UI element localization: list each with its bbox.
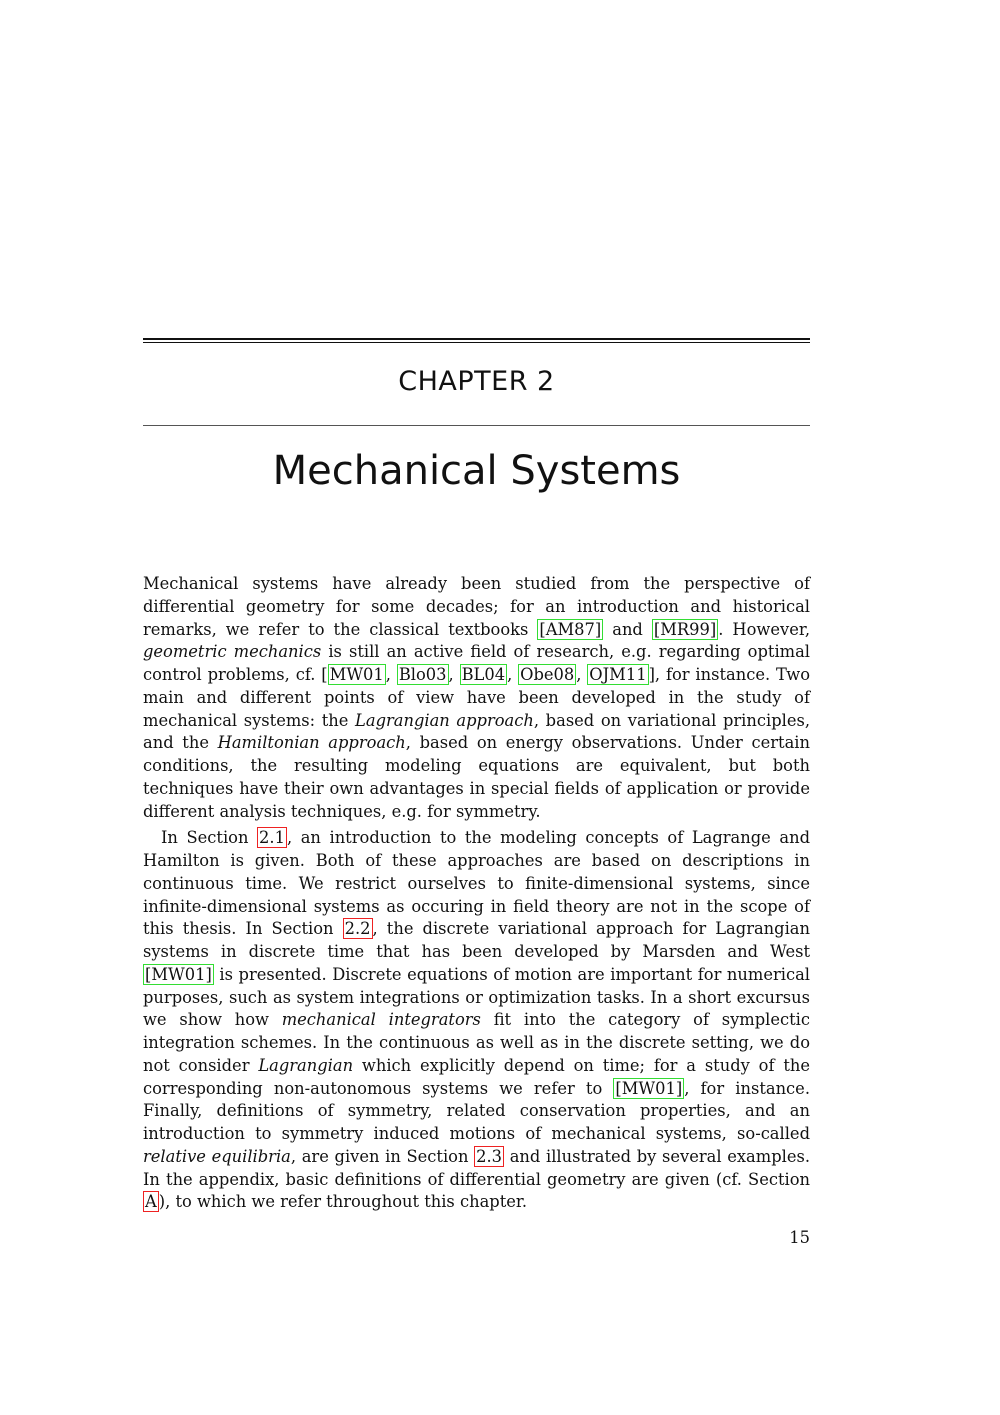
- chapter-title: Mechanical Systems: [272, 448, 681, 494]
- citation-link[interactable]: Obe08: [520, 665, 575, 684]
- emphasis-text: mechanical integrators: [281, 1010, 481, 1030]
- citation-link[interactable]: [MR99]: [653, 619, 717, 639]
- page-number: 15: [789, 1228, 810, 1247]
- text-run: , are given in Section: [290, 1146, 475, 1166]
- chapter-rule-middle: [143, 425, 810, 426]
- text-run: ,: [507, 665, 519, 684]
- body-text: [143, 573, 810, 1214]
- chapter-rule-top: [143, 338, 810, 340]
- text-run: , an introduction to the modeling concepts of Lagrange and Hamilton is given. Both of these approaches are based on descriptions in continuous time. We restrict ourselves to finite-dimensional systems, since infinite-dimensional systems as occuring in field theory are not in the scope of this thesis. In Section: [143, 828, 811, 939]
- paragraph-1: [143, 573, 810, 823]
- citation-link[interactable]: [AM87]: [539, 619, 602, 639]
- section-link[interactable]: 2.1: [259, 828, 285, 848]
- citation-link[interactable]: BL04: [461, 665, 506, 684]
- text-run: and illustrated by several examples. In the appendix, basic definitions of differential geometry are given (cf. Section: [143, 1146, 810, 1189]
- text-run: ,: [448, 665, 460, 684]
- section-link[interactable]: A: [145, 1192, 157, 1212]
- text-run: . However,: [718, 619, 810, 639]
- citation-link[interactable]: OJM11: [589, 665, 647, 684]
- text-run: Mechanical systems have already been studied from the perspective of differential geometry for some decades; for an introduction and historical remarks, we refer to the classical textbooks: [143, 574, 810, 639]
- text-run: which explicitly depend on time; for a study of the corresponding non-autonomous systems we refer to: [143, 1055, 810, 1098]
- text-run: , based on energy observations. Under certain conditions, the resulting modeling equations are equivalent, but both techniques have their own advantages in special fields of application or provide different analysis techniques, e.g. for symmetry.: [143, 733, 810, 821]
- paragraph-2: [143, 827, 810, 1214]
- text-run: is presented. Discrete equations of motion are important for numerical purposes, such as system integrations or optimization tasks. In a short excursus we show how: [143, 964, 810, 1030]
- citation-link[interactable]: Blo03: [398, 665, 447, 684]
- citation-link[interactable]: [MW01]: [615, 1078, 683, 1098]
- emphasis-text: Lagrangian approach: [355, 710, 534, 730]
- text-run: , for instance. Finally, definitions of symmetry, related conservation properties, and an introduction to symmetry induced motions of mechanical systems, so-called: [143, 1078, 810, 1143]
- text-run: ,: [385, 665, 397, 684]
- emphasis-text: Hamiltonian approach: [217, 733, 406, 753]
- text-run: ), to which we refer throughout this chapter.: [158, 1192, 528, 1212]
- text-run: ], for instance. Two main and different points of view have been developed in the study of mechanical systems: the: [143, 665, 811, 730]
- section-link[interactable]: 2.2: [344, 919, 371, 939]
- text-run: , based on variational principles, and the: [143, 710, 810, 753]
- emphasis-text: Lagrangian: [258, 1055, 354, 1075]
- text-run: , the discrete variational approach for Lagrangian systems in discrete time that has been developed by Marsden and West: [143, 919, 810, 961]
- section-link[interactable]: 2.3: [476, 1146, 503, 1166]
- text-run: ,: [576, 665, 588, 684]
- text-run: and: [603, 619, 652, 639]
- emphasis-text: geometric mechanics: [143, 642, 322, 662]
- text-run: is still an active field of research, e.g. regarding optimal control problems, cf. [: [143, 642, 811, 684]
- chapter-rule-top-thin: [143, 342, 810, 343]
- text-run: fit into the category of symplectic integration schemes. In the continuous as well as in the discrete setting, we do not consider: [143, 1010, 810, 1075]
- emphasis-text: relative equilibria: [143, 1146, 291, 1166]
- citation-link[interactable]: MW01: [329, 665, 384, 684]
- citation-link[interactable]: [MW01]: [145, 964, 212, 984]
- chapter-label: CHAPTER 2: [398, 366, 555, 397]
- text-run: In Section: [161, 828, 258, 848]
